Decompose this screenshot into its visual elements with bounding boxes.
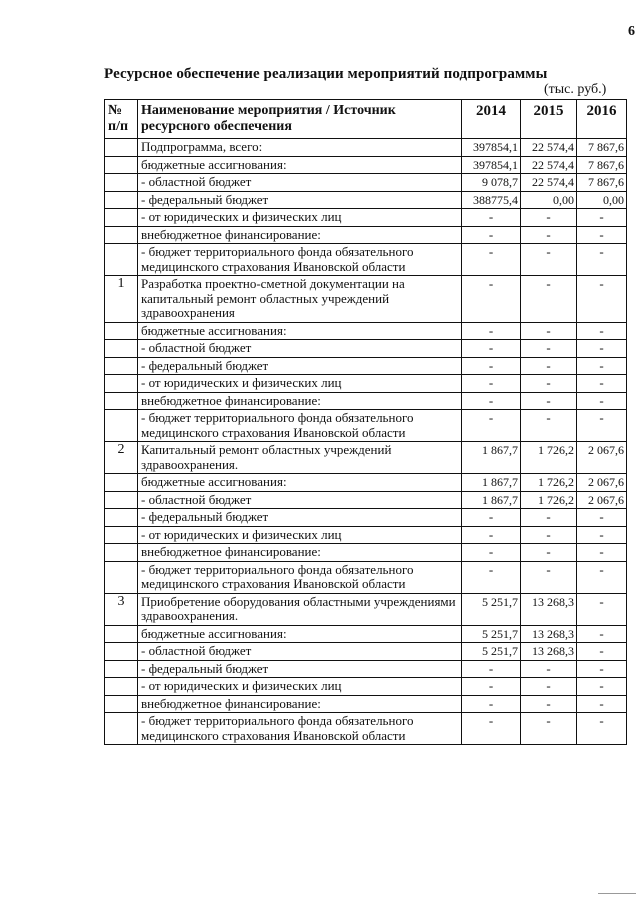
value-2015: 13 268,3 [521,593,577,625]
value-2016: - [577,660,627,678]
value-2015: - [521,209,577,227]
value-2014: - [462,244,521,276]
value-2014: 1 867,7 [462,474,521,492]
row-number [105,643,138,661]
value-2016: - [577,561,627,593]
value-2016: - [577,226,627,244]
resource-table [104,99,627,745]
row-number [105,660,138,678]
row-number [105,509,138,527]
row-number [105,191,138,209]
row-number [105,625,138,643]
value-2016: 2 067,6 [577,491,627,509]
value-2016: - [577,509,627,527]
value-2015: - [521,544,577,562]
value-2015: - [521,660,577,678]
value-2016: - [577,375,627,393]
table-row [105,174,627,192]
value-2014: - [462,276,521,323]
page-number: 6 [628,24,635,39]
value-2016: - [577,695,627,713]
value-2014: - [462,322,521,340]
table-row [105,191,627,209]
value-2016: - [577,392,627,410]
table-row [105,442,627,474]
value-2015: - [521,713,577,745]
row-name: бюджетные ассигнования: [138,322,462,340]
value-2015: - [521,526,577,544]
value-2014: 397854,1 [462,139,521,157]
value-2015: 1 726,2 [521,442,577,474]
value-2016: - [577,340,627,358]
row-number [105,491,138,509]
table-row [105,139,627,157]
value-2014: - [462,561,521,593]
value-2016: - [577,244,627,276]
row-name: - областной бюджет [138,643,462,661]
value-2015: - [521,226,577,244]
value-2016: 2 067,6 [577,442,627,474]
row-name: Подпрограмма, всего: [138,139,462,157]
row-name: внебюджетное финансирование: [138,392,462,410]
value-2014: - [462,340,521,358]
row-name: - бюджет территориального фонда обязательного медицинского страхования Ивановской области [138,244,462,276]
table-row [105,509,627,527]
row-number: 3 [105,593,138,625]
row-number [105,244,138,276]
value-2014: - [462,209,521,227]
value-2016: - [577,322,627,340]
table-row [105,474,627,492]
value-2014: - [462,375,521,393]
row-name: бюджетные ассигнования: [138,474,462,492]
value-2015: 22 574,4 [521,139,577,157]
row-number: 1 [105,276,138,323]
value-2016: - [577,643,627,661]
row-number [105,410,138,442]
row-name: Приобретение оборудования областными учреждениями здравоохранения. [138,593,462,625]
table-row [105,226,627,244]
row-name: - федеральный бюджет [138,660,462,678]
value-2016: - [577,593,627,625]
value-2016: - [577,357,627,375]
row-name: внебюджетное финансирование: [138,544,462,562]
table-row [105,340,627,358]
value-2015: 1 726,2 [521,491,577,509]
value-2015: - [521,392,577,410]
row-name: - федеральный бюджет [138,357,462,375]
row-number [105,392,138,410]
value-2016: - [577,276,627,323]
value-2014: 5 251,7 [462,643,521,661]
value-2015: 13 268,3 [521,625,577,643]
table-row [105,526,627,544]
row-name: Разработка проектно-сметной документации на капитальный ремонт областных учреждений здравоохранения [138,276,462,323]
value-2015: 1 726,2 [521,474,577,492]
value-2014: - [462,544,521,562]
table-row [105,244,627,276]
row-name: - бюджет территориального фонда обязательного медицинского страхования Ивановской области [138,410,462,442]
row-number [105,544,138,562]
row-number [105,156,138,174]
header-no: № п/п [105,100,138,139]
row-name: - областной бюджет [138,491,462,509]
value-2014: 5 251,7 [462,593,521,625]
row-number [105,695,138,713]
row-number [105,375,138,393]
value-2015: - [521,561,577,593]
value-2016: - [577,410,627,442]
value-2015: - [521,509,577,527]
row-name: - бюджет территориального фонда обязательного медицинского страхования Ивановской области [138,561,462,593]
value-2014: - [462,695,521,713]
row-number [105,713,138,745]
table-row [105,156,627,174]
header-row [105,100,627,139]
value-2016: 7 867,6 [577,174,627,192]
value-2014: - [462,713,521,745]
value-2014: - [462,410,521,442]
value-2015: 22 574,4 [521,174,577,192]
value-2016: - [577,678,627,696]
table-row [105,491,627,509]
table-row [105,392,627,410]
value-2015: - [521,276,577,323]
value-2015: - [521,410,577,442]
page-title: Ресурсное обеспечение реализации мероприятий подпрограммы [104,66,548,82]
row-name: - федеральный бюджет [138,509,462,527]
table-row [105,322,627,340]
value-2015: - [521,340,577,358]
value-2014: 9 078,7 [462,174,521,192]
value-2014: - [462,226,521,244]
table-row [105,276,627,323]
table-row [105,357,627,375]
table-row [105,209,627,227]
value-2014: 5 251,7 [462,625,521,643]
value-2016: - [577,209,627,227]
value-2015: - [521,375,577,393]
value-2014: - [462,509,521,527]
value-2014: - [462,660,521,678]
row-name: - от юридических и физических лиц [138,375,462,393]
row-name: бюджетные ассигнования: [138,156,462,174]
value-2014: 1 867,7 [462,491,521,509]
header-name: Наименование мероприятия / Источник ресурсного обеспечения [138,100,462,139]
header-year-2016: 2016 [577,100,627,139]
row-name: - областной бюджет [138,174,462,192]
value-2016: - [577,544,627,562]
value-2016: 0,00 [577,191,627,209]
units-label: (тыс. руб.) [544,82,607,97]
row-number [105,139,138,157]
value-2015: 13 268,3 [521,643,577,661]
table-row [105,593,627,625]
table-row [105,375,627,393]
table-row [105,643,627,661]
value-2016: 7 867,6 [577,156,627,174]
value-2015: - [521,695,577,713]
row-number: 2 [105,442,138,474]
table-row [105,695,627,713]
table-row [105,625,627,643]
row-number [105,678,138,696]
table-row [105,660,627,678]
row-number [105,226,138,244]
value-2014: 397854,1 [462,156,521,174]
table-row [105,410,627,442]
row-name: бюджетные ассигнования: [138,625,462,643]
row-name: - от юридических и физических лиц [138,209,462,227]
value-2016: 7 867,6 [577,139,627,157]
row-number [105,209,138,227]
value-2015: - [521,678,577,696]
row-name: - от юридических и физических лиц [138,678,462,696]
header-year-2015: 2015 [521,100,577,139]
table-row [105,678,627,696]
row-name: - бюджет территориального фонда обязательного медицинского страхования Ивановской области [138,713,462,745]
value-2014: - [462,526,521,544]
value-2014: - [462,678,521,696]
value-2014: 388775,4 [462,191,521,209]
value-2015: - [521,244,577,276]
value-2014: - [462,357,521,375]
row-number [105,526,138,544]
header-year-2014: 2014 [462,100,521,139]
row-number [105,357,138,375]
row-name: - областной бюджет [138,340,462,358]
row-number [105,322,138,340]
value-2015: - [521,357,577,375]
row-number [105,474,138,492]
table-body [105,139,627,745]
row-number [105,174,138,192]
table-row [105,713,627,745]
value-2016: - [577,526,627,544]
value-2014: 1 867,7 [462,442,521,474]
value-2016: 2 067,6 [577,474,627,492]
table-row [105,544,627,562]
value-2015: 0,00 [521,191,577,209]
row-number [105,340,138,358]
row-name: - федеральный бюджет [138,191,462,209]
value-2014: - [462,392,521,410]
scan-artifact-line [598,893,636,894]
value-2015: - [521,322,577,340]
row-name: - от юридических и физических лиц [138,526,462,544]
value-2016: - [577,625,627,643]
value-2016: - [577,713,627,745]
value-2015: 22 574,4 [521,156,577,174]
row-name: внебюджетное финансирование: [138,226,462,244]
table-row [105,561,627,593]
row-number [105,561,138,593]
row-name: внебюджетное финансирование: [138,695,462,713]
row-name: Капитальный ремонт областных учреждений здравоохранения. [138,442,462,474]
